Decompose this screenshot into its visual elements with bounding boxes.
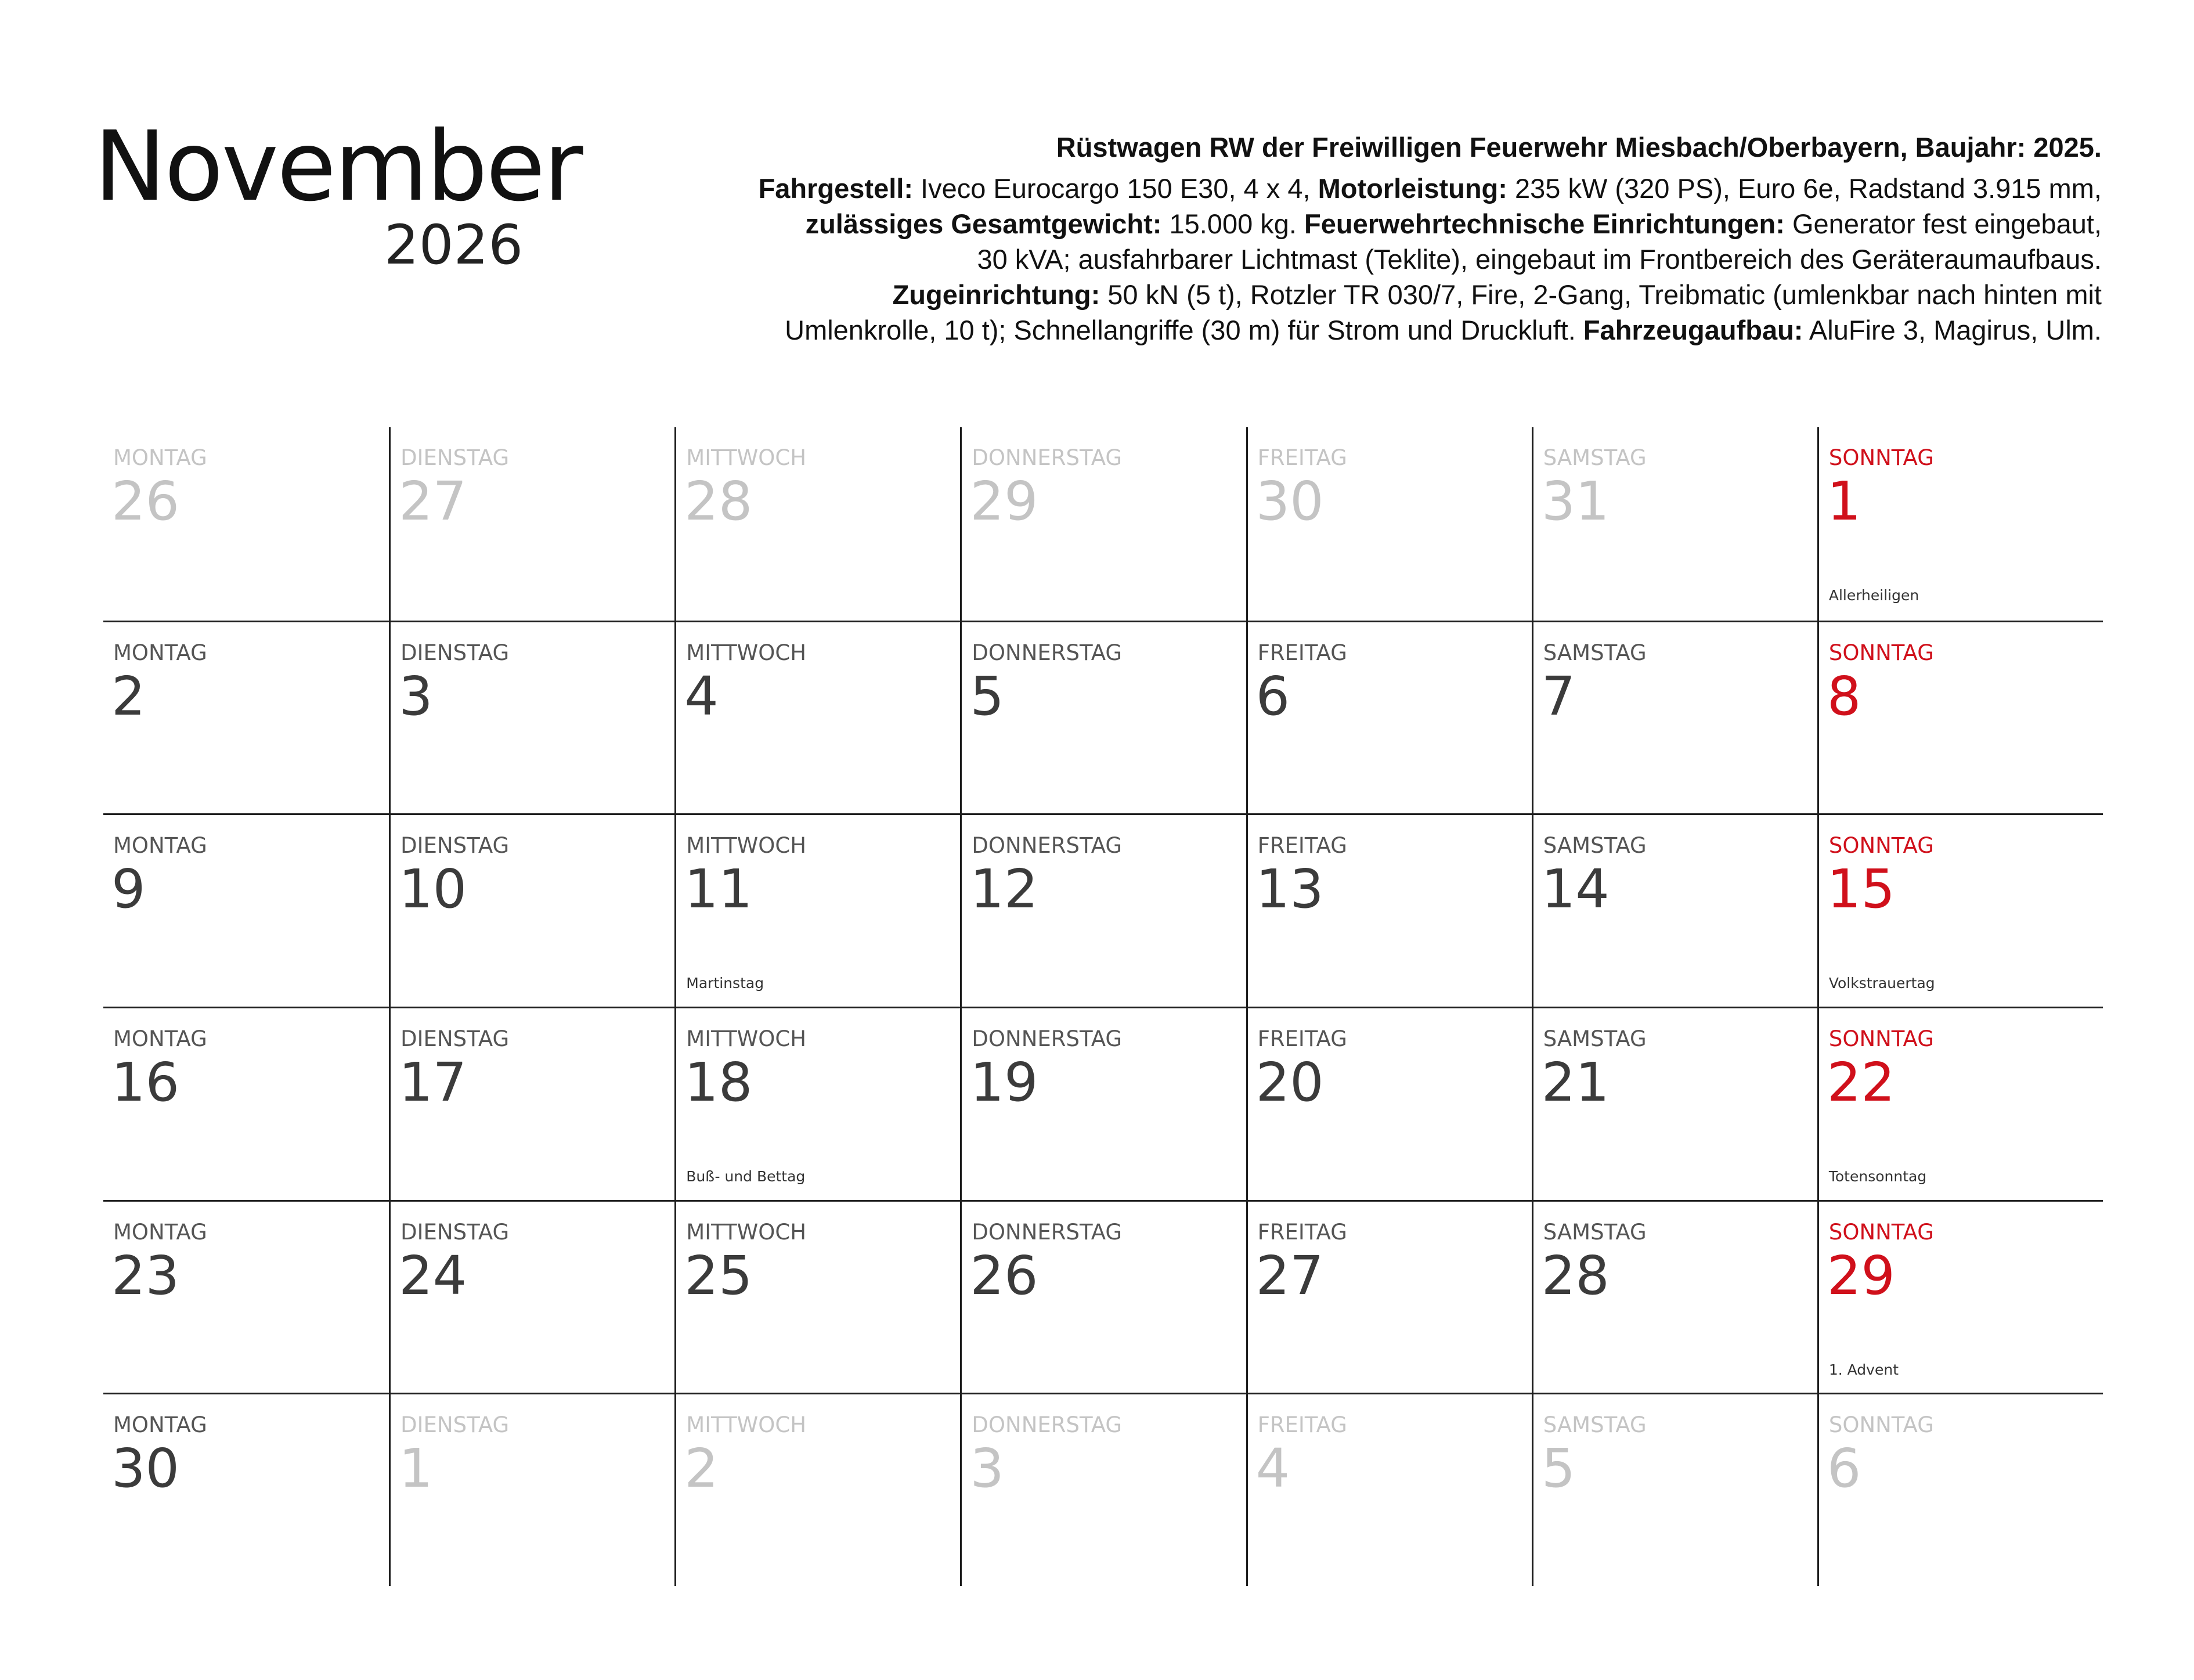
- weekday-label: DONNERSTAG: [972, 833, 1123, 859]
- weekday-label: SONNTAG: [1828, 1219, 1934, 1245]
- weekday-label: FREITAG: [1257, 1219, 1347, 1245]
- day-number: 22: [1827, 1051, 1895, 1113]
- month-title: November: [94, 111, 582, 223]
- day-number: 8: [1827, 665, 1861, 727]
- description-label: Zugeinrichtung:: [892, 279, 1100, 310]
- vehicle-description: [738, 129, 2102, 348]
- day-number: 17: [399, 1051, 467, 1113]
- day-cell: [1532, 427, 1817, 621]
- day-cell: [103, 621, 389, 814]
- day-number: 3: [970, 1437, 1004, 1500]
- day-cell: [389, 1200, 674, 1393]
- weekday-label: DIENSTAG: [400, 640, 510, 665]
- day-cell: [1246, 1200, 1532, 1393]
- day-cell: [1532, 813, 1817, 1007]
- weekday-label: DIENSTAG: [400, 1219, 510, 1245]
- day-cell: [1817, 621, 2103, 814]
- day-cell: [103, 813, 389, 1007]
- day-cell: [389, 621, 674, 814]
- weekday-label: DONNERSTAG: [972, 1026, 1123, 1051]
- day-cell: [674, 621, 960, 814]
- description-body: [738, 171, 2102, 348]
- weekday-label: SAMSTAG: [1543, 1026, 1647, 1051]
- day-cell: [103, 1007, 389, 1200]
- weekday-label: DIENSTAG: [400, 445, 510, 470]
- day-cell: [674, 1007, 960, 1200]
- day-cell: [389, 427, 674, 621]
- weekday-label: DIENSTAG: [400, 833, 510, 859]
- weekday-label: MITTWOCH: [686, 833, 807, 859]
- weekday-label: SAMSTAG: [1543, 833, 1647, 859]
- calendar-grid: [103, 427, 2103, 1586]
- description-label: Fahrzeugaufbau:: [1583, 315, 1803, 345]
- day-cell: [103, 427, 389, 621]
- day-number: 26: [970, 1244, 1038, 1307]
- day-number: 15: [1827, 858, 1895, 921]
- weekday-label: SONNTAG: [1828, 1412, 1934, 1438]
- day-number: 24: [399, 1244, 467, 1307]
- weekday-label: SONNTAG: [1828, 445, 1934, 470]
- weekday-label: SAMSTAG: [1543, 1412, 1647, 1438]
- day-number: 31: [1541, 470, 1610, 532]
- weekday-label: MITTWOCH: [686, 1412, 807, 1438]
- description-line: [738, 206, 2102, 241]
- day-number: 28: [684, 470, 753, 532]
- weekday-label: FREITAG: [1257, 833, 1347, 859]
- weekday-label: DIENSTAG: [400, 1412, 510, 1438]
- description-line: [738, 171, 2102, 206]
- description-text: 50 kN (5 t), Rotzler TR 030/7, Fire, 2-Gang, Treibmatic (umlenkbar nach hinten mit: [1100, 279, 2102, 310]
- day-cell: [960, 1007, 1246, 1200]
- day-number: 7: [1541, 665, 1576, 727]
- day-number: 4: [1255, 1437, 1290, 1500]
- weekday-label: MONTAG: [113, 1412, 207, 1438]
- day-cell: [1532, 1393, 1817, 1586]
- day-number: 18: [684, 1051, 753, 1113]
- weekday-label: MONTAG: [113, 833, 207, 859]
- day-number: 16: [111, 1051, 180, 1113]
- weekday-label: FREITAG: [1257, 1412, 1347, 1438]
- day-number: 1: [399, 1437, 433, 1500]
- day-cell: [674, 813, 960, 1007]
- day-cell: [1817, 1200, 2103, 1393]
- weekday-label: SAMSTAG: [1543, 1219, 1647, 1245]
- weekday-label: SONNTAG: [1828, 640, 1934, 665]
- day-cell: [1532, 1200, 1817, 1393]
- day-number: 5: [970, 665, 1004, 727]
- weekday-label: MITTWOCH: [686, 1219, 807, 1245]
- day-cell: [674, 1393, 960, 1586]
- day-cell: [960, 427, 1246, 621]
- day-number: 5: [1541, 1437, 1576, 1500]
- holiday-label: Martinstag: [686, 975, 764, 992]
- weekday-label: SONNTAG: [1828, 1026, 1934, 1051]
- day-number: 6: [1827, 1437, 1861, 1500]
- day-cell: [1817, 427, 2103, 621]
- day-number: 6: [1255, 665, 1290, 727]
- day-cell: [674, 427, 960, 621]
- description-text: 15.000 kg.: [1161, 208, 1305, 239]
- day-cell: [960, 1393, 1246, 1586]
- day-number: 12: [970, 858, 1038, 921]
- day-number: 29: [1827, 1244, 1895, 1307]
- description-label: zulässiges Gesamtgewicht:: [805, 208, 1162, 239]
- day-number: 1: [1827, 470, 1861, 532]
- description-text: 30 kVA; ausfahrbarer Lichtmast (Teklite), eingebaut im Frontbereich des Geräteraumaufbaus.: [977, 244, 2102, 275]
- weekday-label: MONTAG: [113, 640, 207, 665]
- day-cell: [1246, 427, 1532, 621]
- holiday-label: Allerheiligen: [1828, 587, 1919, 604]
- description-line: [738, 312, 2102, 348]
- day-cell: [1246, 1393, 1532, 1586]
- day-number: 9: [111, 858, 146, 921]
- description-text: Generator fest eingebaut,: [1784, 208, 2102, 239]
- day-number: 26: [111, 470, 180, 532]
- day-cell: [1532, 621, 1817, 814]
- weekday-label: MITTWOCH: [686, 445, 807, 470]
- day-number: 27: [1255, 1244, 1324, 1307]
- day-cell: [1817, 1007, 2103, 1200]
- day-cell: [1246, 621, 1532, 814]
- day-cell: [103, 1200, 389, 1393]
- day-number: 11: [684, 858, 753, 921]
- day-number: 30: [111, 1437, 180, 1500]
- day-number: 2: [111, 665, 146, 727]
- weekday-label: FREITAG: [1257, 445, 1347, 470]
- day-cell: [674, 1200, 960, 1393]
- description-line: [738, 277, 2102, 312]
- day-number: 10: [399, 858, 467, 921]
- description-label: Motorleistung:: [1318, 173, 1507, 204]
- day-cell: [389, 1393, 674, 1586]
- weekday-label: SAMSTAG: [1543, 445, 1647, 470]
- description-text: Iveco Eurocargo 150 E30, 4 x 4,: [912, 173, 1318, 204]
- holiday-label: Buß- und Bettag: [686, 1167, 806, 1185]
- day-cell: [1532, 1007, 1817, 1200]
- day-cell: [1817, 813, 2103, 1007]
- description-label: Fahrgestell:: [758, 173, 913, 204]
- day-cell: [960, 813, 1246, 1007]
- day-cell: [389, 813, 674, 1007]
- day-number: 28: [1541, 1244, 1610, 1307]
- description-headline: Rüstwagen RW der Freiwilligen Feuerwehr Miesbach/Oberbayern, Baujahr: 2025.: [1056, 132, 2102, 163]
- day-number: 25: [684, 1244, 753, 1307]
- weekday-label: FREITAG: [1257, 640, 1347, 665]
- description-line: [738, 241, 2102, 277]
- day-number: 2: [684, 1437, 719, 1500]
- weekday-label: SONNTAG: [1828, 833, 1934, 859]
- holiday-label: Totensonntag: [1828, 1167, 1927, 1185]
- weekday-label: DONNERSTAG: [972, 1412, 1123, 1438]
- description-text: Umlenkrolle, 10 t); Schnellangriffe (30 m) für Strom und Druckluft.: [785, 315, 1583, 345]
- weekday-label: MONTAG: [113, 1026, 207, 1051]
- holiday-label: 1. Advent: [1828, 1361, 1899, 1378]
- day-number: 20: [1255, 1051, 1324, 1113]
- day-number: 29: [970, 470, 1038, 532]
- day-cell: [960, 621, 1246, 814]
- day-number: 23: [111, 1244, 180, 1307]
- description-label: Feuerwehrtechnische Einrichtungen:: [1304, 208, 1785, 239]
- day-number: 13: [1255, 858, 1324, 921]
- year-title: 2026: [384, 214, 524, 277]
- day-number: 3: [399, 665, 433, 727]
- day-number: 4: [684, 665, 719, 727]
- day-cell: [1246, 1007, 1532, 1200]
- day-number: 30: [1255, 470, 1324, 532]
- day-cell: [960, 1200, 1246, 1393]
- weekday-label: MITTWOCH: [686, 640, 807, 665]
- weekday-label: DONNERSTAG: [972, 640, 1123, 665]
- weekday-label: MONTAG: [113, 445, 207, 470]
- weekday-label: DONNERSTAG: [972, 1219, 1123, 1245]
- day-cell: [1817, 1393, 2103, 1586]
- day-number: 27: [399, 470, 467, 532]
- weekday-label: FREITAG: [1257, 1026, 1347, 1051]
- day-cell: [103, 1393, 389, 1586]
- weekday-label: SAMSTAG: [1543, 640, 1647, 665]
- day-number: 14: [1541, 858, 1610, 921]
- day-cell: [389, 1007, 674, 1200]
- description-text: AluFire 3, Magirus, Ulm.: [1803, 315, 2102, 345]
- day-cell: [1246, 813, 1532, 1007]
- day-number: 21: [1541, 1051, 1610, 1113]
- holiday-label: Volkstrauertag: [1828, 975, 1935, 992]
- weekday-label: MONTAG: [113, 1219, 207, 1245]
- weekday-label: DIENSTAG: [400, 1026, 510, 1051]
- description-text: 235 kW (320 PS), Euro 6e, Radstand 3.915 mm,: [1507, 173, 2102, 204]
- weekday-label: MITTWOCH: [686, 1026, 807, 1051]
- weekday-label: DONNERSTAG: [972, 445, 1123, 470]
- day-number: 19: [970, 1051, 1038, 1113]
